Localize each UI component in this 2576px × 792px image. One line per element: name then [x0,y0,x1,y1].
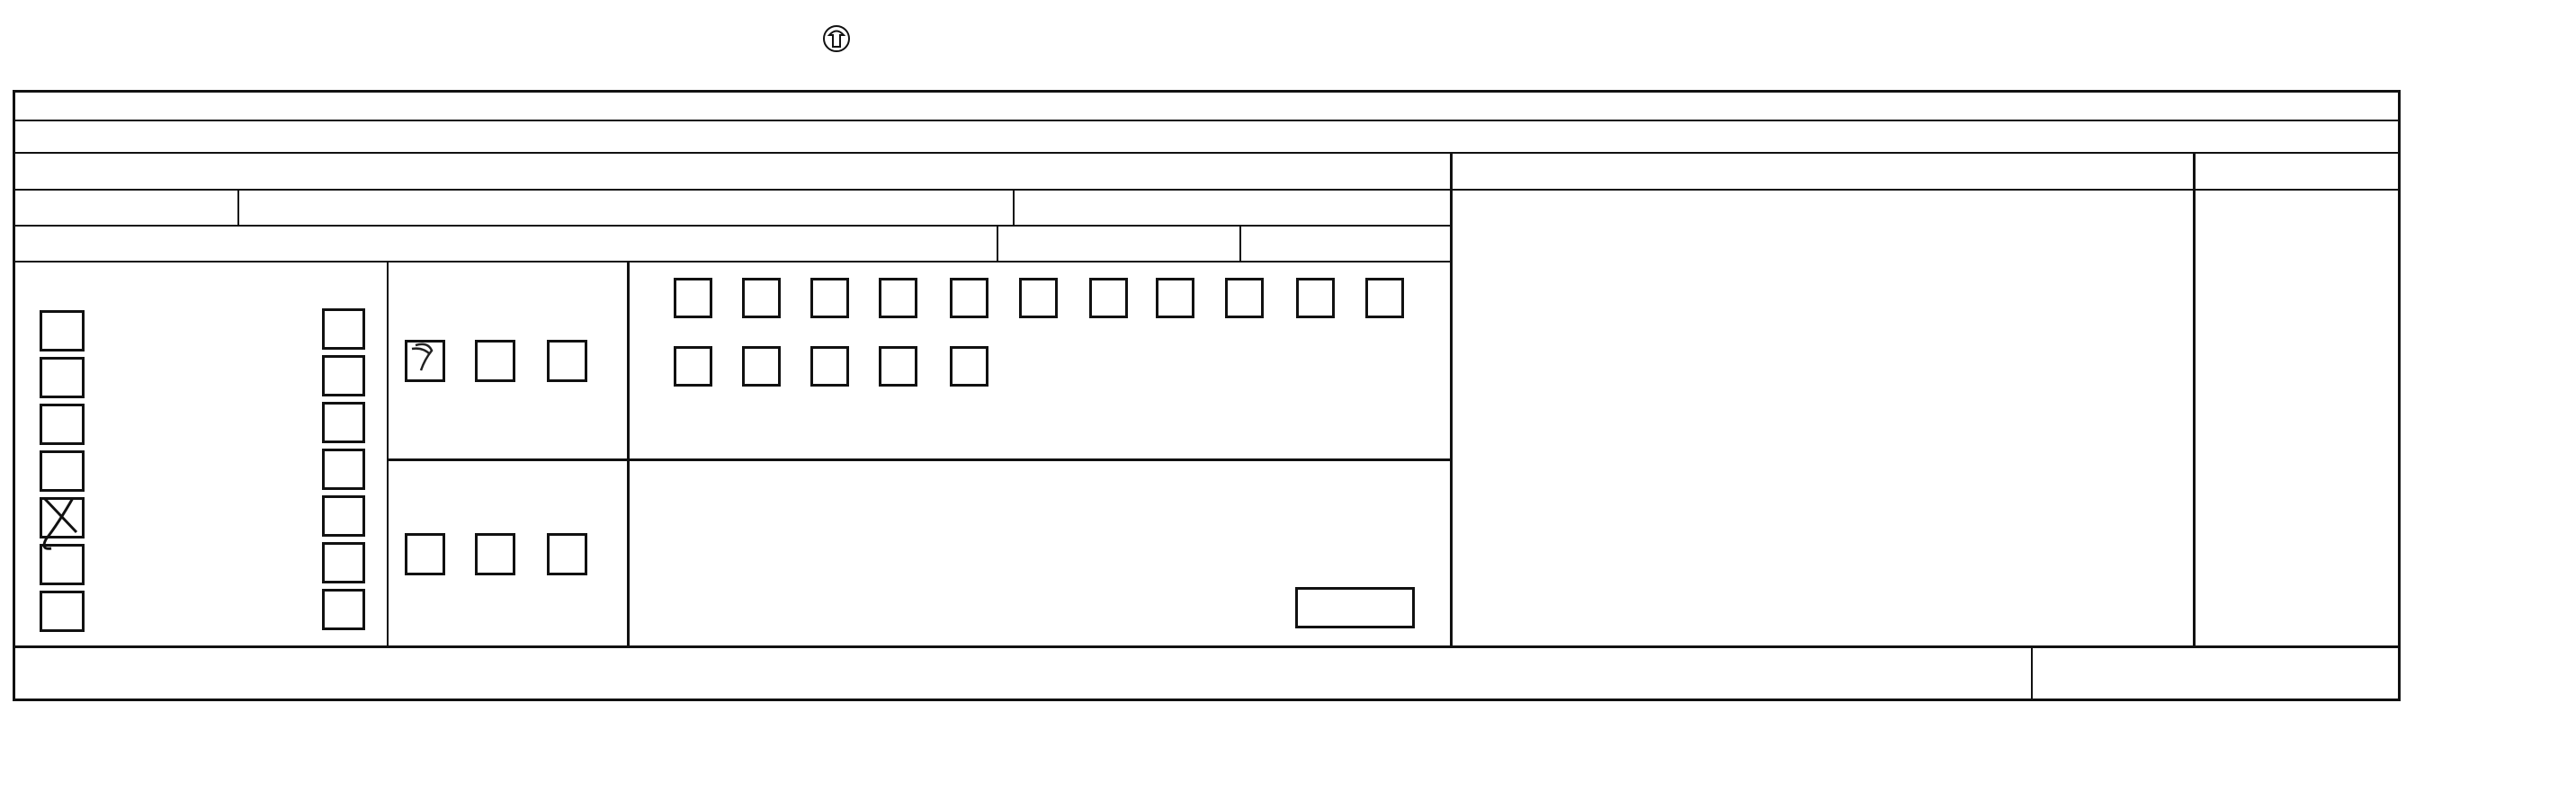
day-checkbox[interactable] [742,278,781,318]
month-checkbox[interactable] [475,533,515,575]
documento-field [245,194,259,224]
day-checkbox[interactable] [1089,278,1128,318]
v2-checkbox[interactable] [322,495,365,537]
day-checkbox[interactable] [1365,278,1404,318]
form-frame [13,90,2401,701]
day-checkbox[interactable] [1156,278,1194,318]
day-checkbox[interactable] [674,278,712,318]
day-checkbox[interactable] [674,346,712,387]
month-checkbox[interactable] [405,533,445,575]
day-checkbox[interactable] [950,278,988,318]
visit2-time-box[interactable] [1295,587,1415,628]
v1-checkbox[interactable] [40,450,85,492]
v2-checkbox[interactable] [322,589,365,630]
v2-checkbox[interactable] [322,449,365,490]
day-checkbox[interactable] [742,346,781,387]
day-checkbox[interactable] [810,278,849,318]
day-checkbox[interactable] [1296,278,1335,318]
month-checkbox[interactable] [405,340,445,382]
v2-checkbox[interactable] [322,402,365,443]
month-checkbox[interactable] [547,533,587,575]
day-checkbox[interactable] [950,346,988,387]
v2-checkbox[interactable] [322,308,365,350]
day-checkbox[interactable] [1225,278,1264,318]
admision-field [1022,194,1036,224]
day-checkbox[interactable] [879,278,917,318]
day-checkbox[interactable] [1019,278,1058,318]
handwritten-time [1295,392,1457,464]
v1-checkbox[interactable] [40,497,85,538]
day-checkbox[interactable] [879,346,917,387]
logo-mark-icon [818,23,854,54]
month-checkbox[interactable] [475,340,515,382]
side-vertical-text [2403,88,2511,614]
v1-checkbox[interactable] [40,591,85,632]
v1-checkbox[interactable] [40,310,85,352]
day-checkbox[interactable] [810,346,849,387]
certipostal-logo [792,23,881,58]
v2-checkbox[interactable] [322,355,365,396]
barcode [1491,14,2400,74]
v1-checkbox[interactable] [40,544,85,585]
month-checkbox[interactable] [547,340,587,382]
v1-checkbox[interactable] [40,404,85,445]
v1-checkbox[interactable] [40,357,85,398]
v2-checkbox[interactable] [322,542,365,583]
